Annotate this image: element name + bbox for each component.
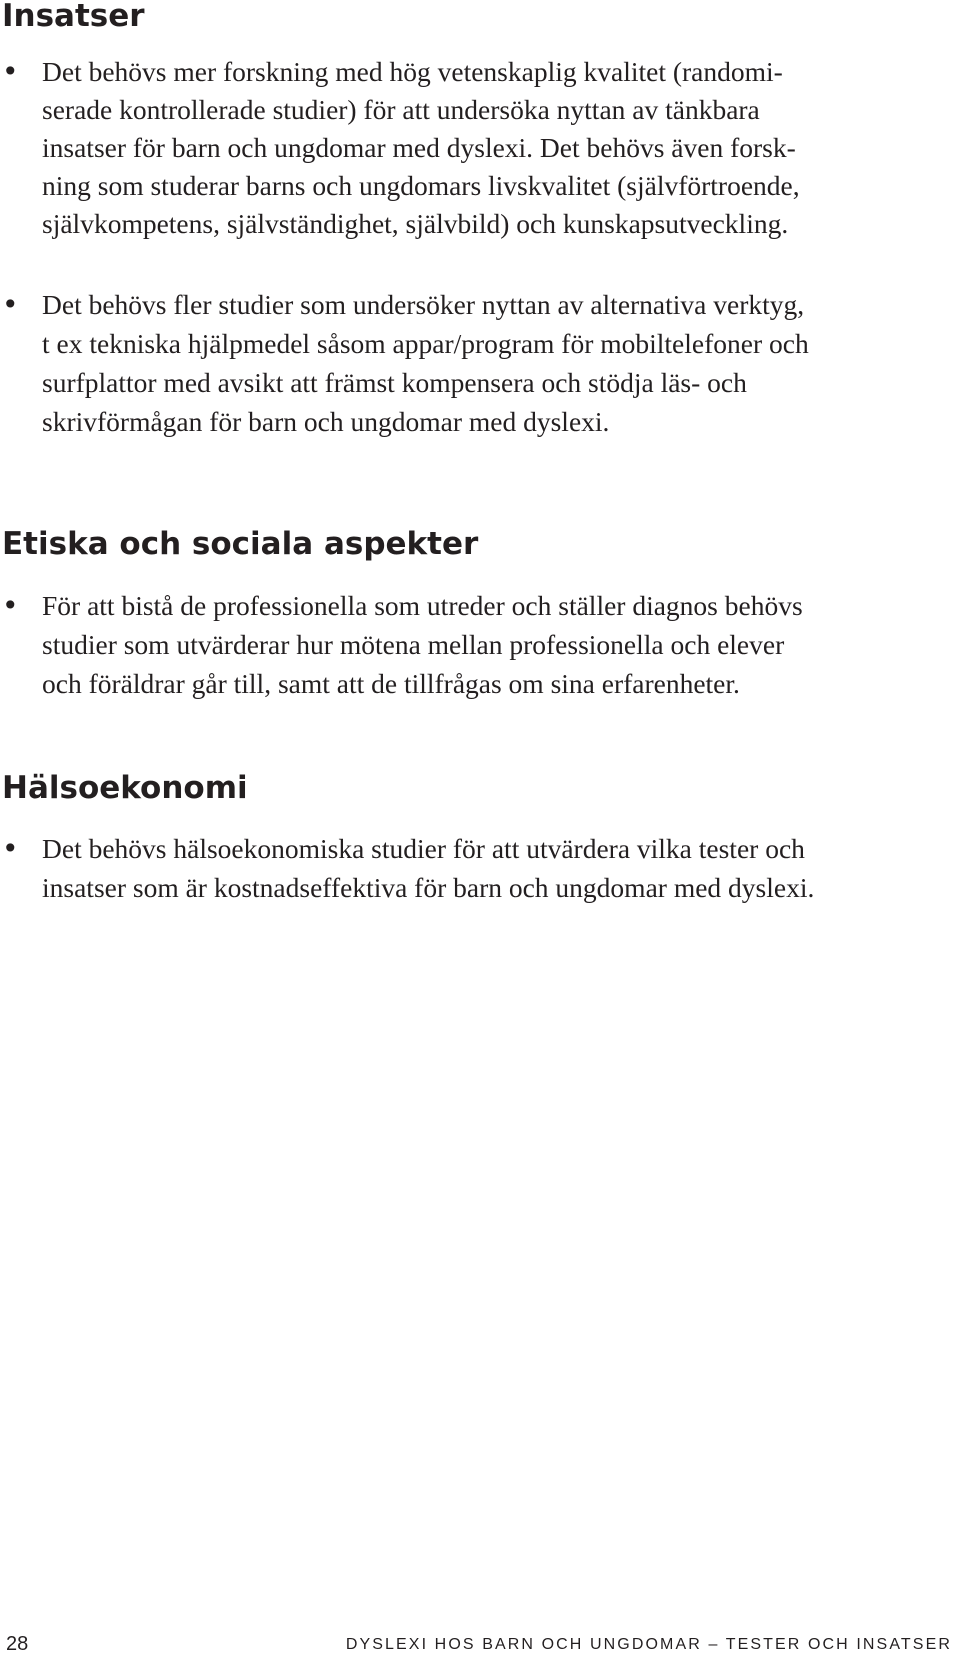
list-item-text-line: studier som utvärderar hur mötena mellan professionella och elever [42, 629, 785, 660]
bullet-marker: • [2, 589, 19, 622]
section-heading-halsoekonomi: Hälsoekonomi [2, 770, 248, 806]
list-item-text-line: insatser som är kostnadseffektiva för barn och ungdomar med dyslexi. [42, 872, 815, 903]
list-item-text-line: självkompetens, självständighet, självbild) och kunskapsutveckling. [42, 208, 789, 239]
section-heading-insatser: Insatser [2, 0, 145, 34]
list-item-text-line: Det behövs fler studier som undersöker nyttan av alternativa verktyg, [42, 289, 805, 320]
list-item-text-line: insatser för barn och ungdomar med dyslexi. Det behövs även forsk- [42, 132, 796, 163]
list-item-text-line: surfplattor med avsikt att främst kompensera och stödja läs- och [42, 367, 747, 398]
list-item-text-line: t ex tekniska hjälpmedel såsom appar/program för mobiltelefoner och [42, 328, 809, 359]
bullet-marker: • [2, 832, 19, 865]
list-item-text-line: För att bistå de professionella som utreder och ställer diagnos behövs [42, 590, 803, 621]
section-heading-etiska-och-sociala-aspekter: Etiska och sociala aspekter [2, 526, 479, 562]
list-item-text-line: serade kontrollerade studier) för att undersöka nyttan av tänkbara [42, 94, 760, 125]
bullet-marker: • [2, 55, 19, 88]
list-item-text-line: ning som studerar barns och ungdomars livskvalitet (självförtroende, [42, 170, 800, 201]
page-number: 28 [6, 1633, 29, 1655]
list-item-text-line: skrivförmågan för barn och ungdomar med dyslexi. [42, 406, 610, 437]
bullet-marker: • [2, 288, 19, 321]
list-item-text-line: Det behövs mer forskning med hög vetenskaplig kvalitet (randomi- [42, 56, 783, 87]
list-item-text-line: och föräldrar går till, samt att de tillfrågas om sina erfarenheter. [42, 668, 740, 699]
list-item-text-line: Det behövs hälsoekonomiska studier för att utvärdera vilka tester och [42, 833, 805, 864]
running-title: DYSLEXI HOS BARN OCH UNGDOMAR – TESTER OCH INSATSER [345, 1636, 952, 1653]
page-footer [0, 1630, 960, 1658]
